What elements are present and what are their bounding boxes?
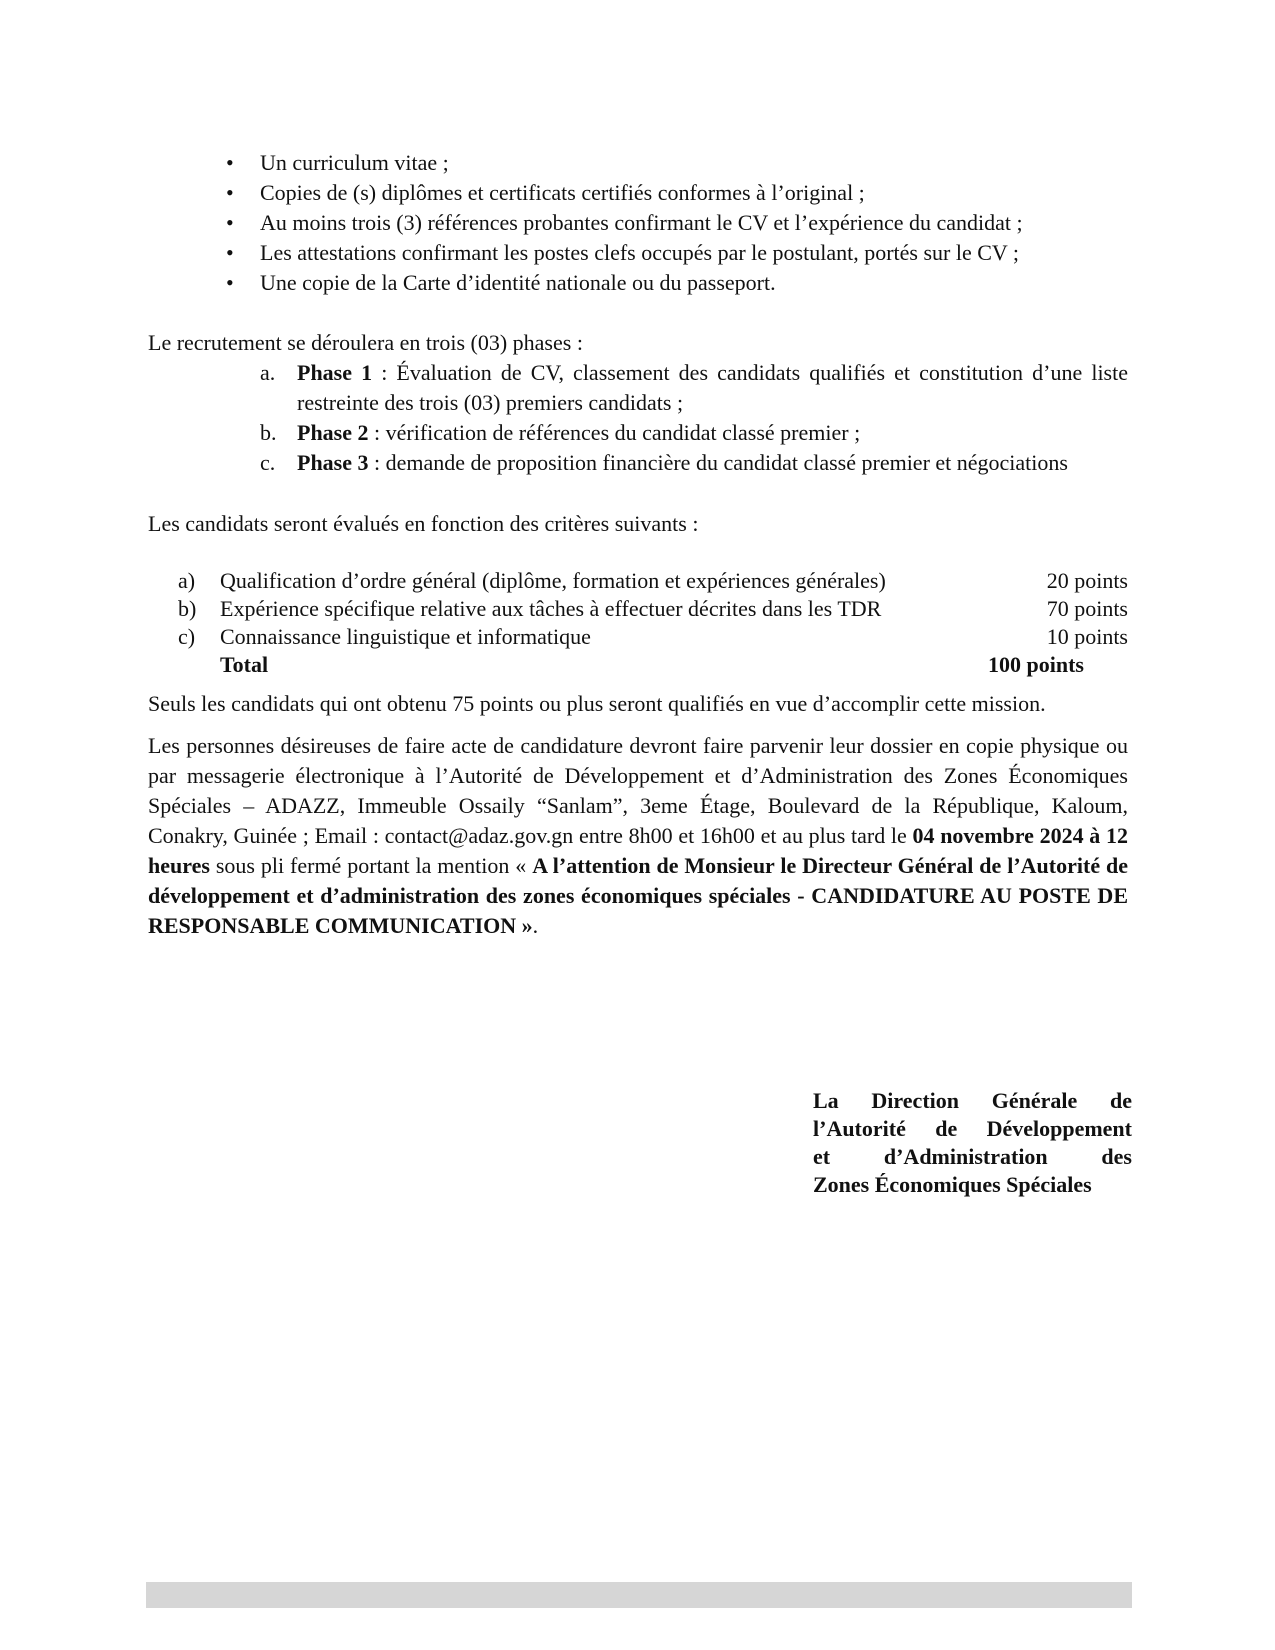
phase-marker: c. xyxy=(260,450,276,475)
criterion-points: 70 points xyxy=(1046,596,1128,621)
signature-block xyxy=(813,1087,1132,1199)
criterion-points: 10 points xyxy=(1046,624,1128,649)
recruitment-intro: Le recrutement se déroulera en trois (03) phases : xyxy=(148,330,583,355)
submission-instructions xyxy=(148,731,1128,941)
recruitment-phases-list xyxy=(260,358,1128,478)
criterion-letter: c) xyxy=(178,624,196,649)
required-documents-list xyxy=(226,148,1128,298)
criterion-label: Connaissance linguistique et informatique xyxy=(220,624,591,649)
list-item: • Copies de (s) diplômes et certificats certifiés conformes à l’original ; xyxy=(226,178,1128,208)
criterion-letter: b) xyxy=(178,596,197,621)
min-score-note: Seuls les candidats qui ont obtenu 75 points ou plus seront qualifiés en vue d’accomplir cette mission. xyxy=(148,691,1046,716)
phase-text: : demande de proposition financière du candidat classé premier et négociations xyxy=(368,450,1068,475)
footer-bar xyxy=(146,1582,1132,1608)
phase-item xyxy=(260,418,1128,448)
phase-marker: b. xyxy=(260,420,277,445)
total-row xyxy=(178,651,1128,679)
phase-text: : Évaluation de CV, classement des candidats qualifiés et constitution d’une liste restreinte des trois (03) premiers candidats ; xyxy=(297,360,1128,415)
submission-text: . xyxy=(532,913,539,938)
deadline: 04 novembre 2024 à 12 heures xyxy=(148,823,1128,878)
signature-line: La Direction Générale de xyxy=(813,1088,1132,1113)
criterion-label: Expérience spécifique relative aux tâches à effectuer décrites dans les TDR xyxy=(220,596,882,621)
phase-marker: a. xyxy=(260,360,276,385)
phase-item xyxy=(260,448,1128,478)
signature-line: l’Autorité de Développement xyxy=(813,1116,1132,1141)
envelope-mention: A l’attention de Monsieur le Directeur Général de l’Autorité de développement et d’administration des zones économiques spéciales - CANDIDATURE AU POSTE DE RESPONSABLE COMMUNICATION » xyxy=(148,853,1128,938)
signature-line: et d’Administration des xyxy=(813,1144,1132,1169)
total-points: 100 points xyxy=(988,652,1084,677)
phase-title: Phase 3 xyxy=(297,450,369,475)
signature-line: Zones Économiques Spéciales xyxy=(813,1172,1092,1197)
phase-item xyxy=(260,358,1128,418)
table-row xyxy=(178,567,1128,595)
document-body xyxy=(148,148,1128,941)
criterion-letter: a) xyxy=(178,568,196,593)
criteria-intro: Les candidats seront évalués en fonction des critères suivants : xyxy=(148,511,699,536)
table-row xyxy=(178,623,1128,651)
phase-text: : vérification de références du candidat classé premier ; xyxy=(368,420,861,445)
list-item: • Un curriculum vitae ; xyxy=(226,148,1128,178)
table-row xyxy=(178,595,1128,623)
total-spacer xyxy=(178,651,220,679)
list-item: • Au moins trois (3) références probantes confirmant le CV et l’expérience du candidat ; xyxy=(226,208,1128,238)
criteria-table xyxy=(178,567,1128,679)
submission-text: sous pli fermé portant la mention « xyxy=(209,853,533,878)
submission-text: Les personnes désireuses de faire acte de candidature devront faire parvenir leur dossier en copie physique ou par messagerie électronique à l’Autorité de Développement et d’Administration des Zones Économiques Spéciales – ADAZZ, Immeuble Ossaily “Sanlam”, 3eme Étage, Boulevard de la République, Kaloum, Conakry, Guinée ; Email : contact@adaz.gov.gn entre 8h00 et 16h00 et au plus tard le xyxy=(148,733,1128,848)
phase-title: Phase 1 xyxy=(297,360,373,385)
phase-title: Phase 2 xyxy=(297,420,369,445)
criterion-label: Qualification d’ordre général (diplôme, formation et expériences générales) xyxy=(220,568,886,593)
list-item: • Une copie de la Carte d’identité nationale ou du passeport. xyxy=(226,268,1128,298)
criterion-points: 20 points xyxy=(1046,568,1128,593)
list-item: • Les attestations confirmant les postes clefs occupés par le postulant, portés sur le CV ; xyxy=(226,238,1128,268)
total-label: Total xyxy=(220,652,269,677)
